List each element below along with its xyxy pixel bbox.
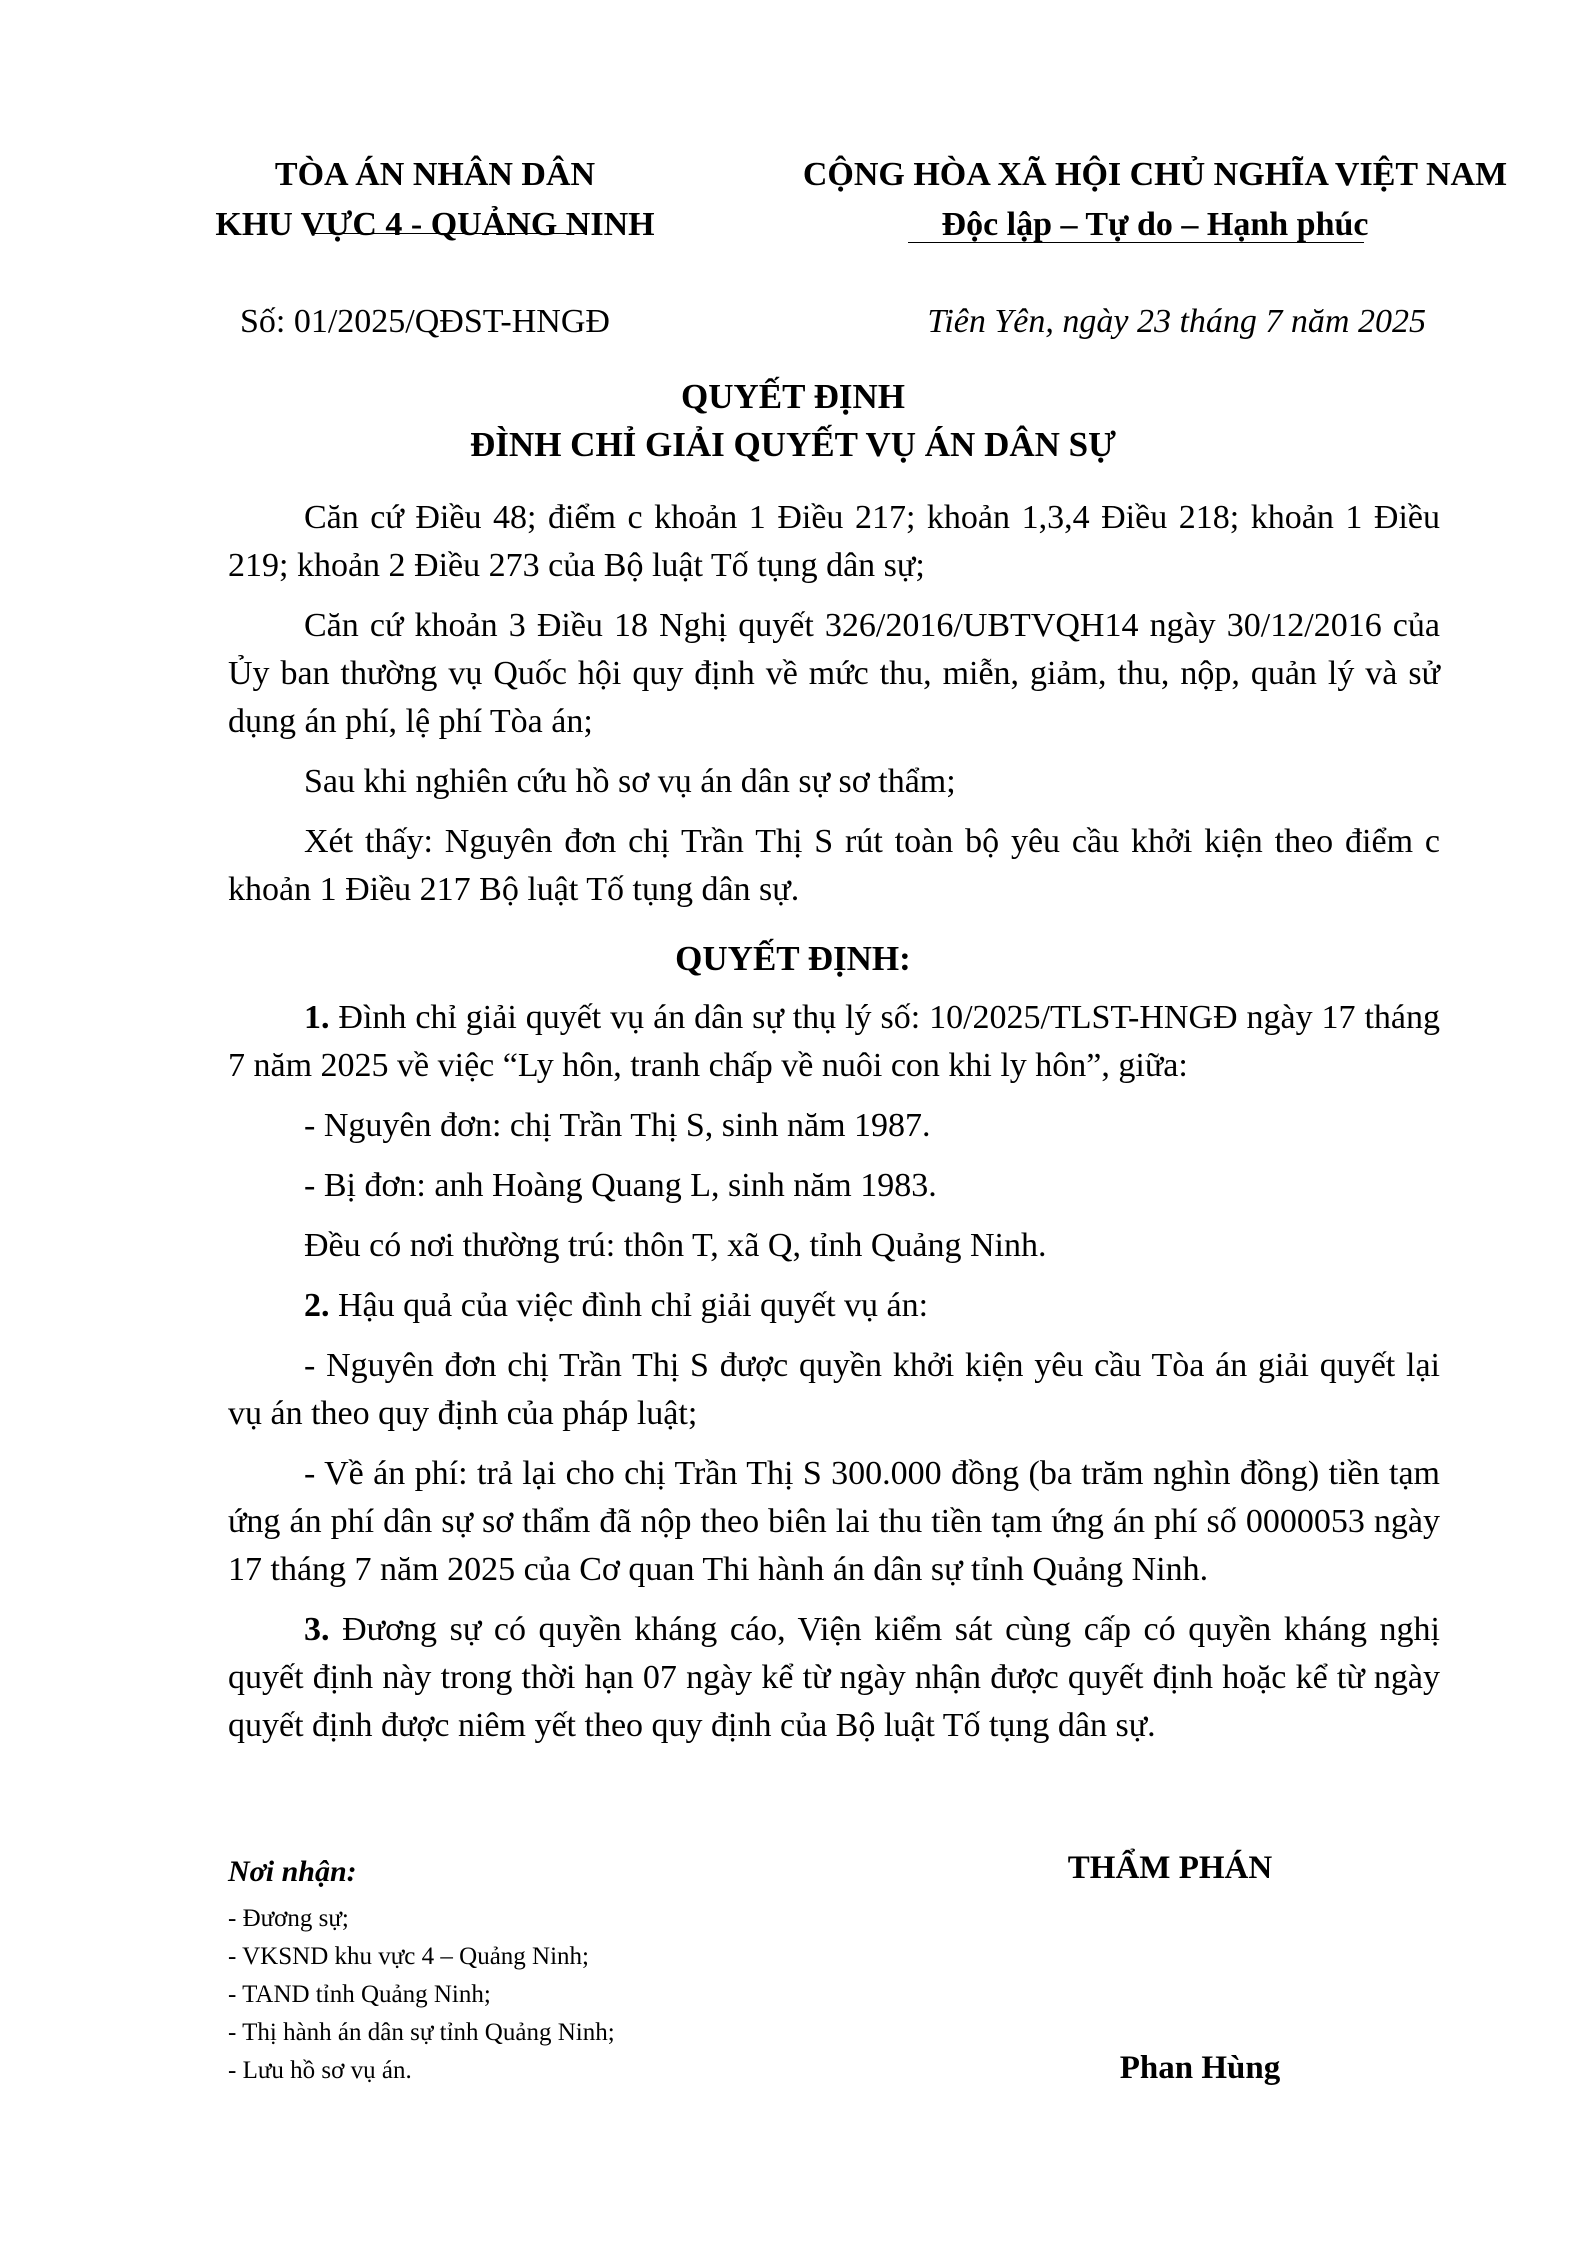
- item-3-number: 3.: [304, 1611, 330, 1648]
- item-1-text: Đình chỉ giải quyết vụ án dân sự thụ lý số: 10/2025/TLST-HNGĐ ngày 17 tháng 7 năm 2025 về việc “Ly hôn, tranh chấp về nuôi con khi ly hôn”, giữa:: [228, 999, 1440, 1084]
- plaintiff-line: - Nguyên đơn: chị Trần Thị S, sinh năm 1987.: [304, 1107, 931, 1144]
- item-2-text: Hậu quả của việc đình chỉ giải quyết vụ án:: [329, 1287, 929, 1324]
- residence-line: Đều có nơi thường trú: thôn T, xã Q, tỉnh Quảng Ninh.: [304, 1227, 1047, 1264]
- decision-item-1: [228, 994, 1440, 1090]
- recipient-item: - VKSND khu vực 4 – Quảng Ninh;: [228, 1943, 589, 1970]
- decision-item-2: [228, 1282, 1440, 1330]
- defendant-line: - Bị đơn: anh Hoàng Quang L, sinh năm 1983.: [304, 1167, 937, 1204]
- decision-heading: QUYẾT ĐỊNH:: [675, 939, 911, 978]
- decision-body: [228, 994, 1440, 1750]
- national-motto: Độc lập – Tự do – Hạnh phúc: [941, 206, 1369, 243]
- document-title: QUYẾT ĐỊNH: [681, 377, 905, 416]
- legal-basis-1: Căn cứ Điều 48; điểm c khoản 1 Điều 217; khoản 1,3,4 Điều 218; khoản 1 Điều 219; khoản 2 Điều 273 của Bộ luật Tố tụng dân sự;: [228, 499, 1440, 584]
- review-statement: Sau khi nghiên cứu hồ sơ vụ án dân sự sơ thẩm;: [304, 763, 956, 800]
- item-3-text: Đương sự có quyền kháng cáo, Viện kiểm sát cùng cấp có quyền kháng nghị quyết định này trong thời hạn 07 ngày kể từ ngày nhận được quyết định hoặc kể từ ngày quyết định được niêm yết theo quy định của Bộ luật Tố tụng dân sự.: [228, 1611, 1440, 1744]
- preamble: [228, 494, 1440, 914]
- recipients-list: [228, 1900, 615, 2090]
- court-header-underline: [311, 233, 586, 234]
- item-2-consequence-b: - Về án phí: trả lại cho chị Trần Thị S 300.000 đồng (ba trăm nghìn đồng) tiền tạm ứng án phí dân sự sơ thẩm đã nộp theo biên lai thu tiền tạm ứng án phí số 0000053 ngày 17 tháng 7 năm 2025 của Cơ quan Thi hành án dân sự tỉnh Quảng Ninh.: [228, 1455, 1440, 1588]
- signer-name: Phan Hùng: [1119, 2050, 1281, 2086]
- national-motto-underline: [908, 242, 1364, 243]
- decision-item-3: [228, 1606, 1440, 1750]
- court-region: KHU VỰC 4 - QUẢNG NINH: [215, 206, 655, 243]
- document-number: Số: 01/2025/QĐST-HNGĐ: [240, 303, 610, 340]
- court-header: [200, 150, 670, 250]
- recipient-item: - Lưu hồ sơ vụ án.: [228, 2057, 412, 2084]
- item-2-number: 2.: [304, 1287, 330, 1324]
- recipient-item: - Đương sự;: [228, 1905, 349, 1932]
- recipient-item: - Thị hành án dân sự tỉnh Quảng Ninh;: [228, 2019, 615, 2046]
- place-and-date: Tiên Yên, ngày 23 tháng 7 năm 2025: [927, 303, 1426, 340]
- legal-basis-2: Căn cứ khoản 3 Điều 18 Nghị quyết 326/2016/UBTVQH14 ngày 30/12/2016 của Ủy ban thường vụ Quốc hội quy định về mức thu, miễn, giảm, thu, nộp, quản lý và sử dụng án phí, lệ phí Tòa án;: [228, 607, 1440, 740]
- signature-title: THẨM PHÁN: [1067, 1850, 1273, 1886]
- findings: Xét thấy: Nguyên đơn chị Trần Thị S rút toàn bộ yêu cầu khởi kiện theo điểm c khoản 1 Điều 217 Bộ luật Tố tụng dân sự.: [228, 823, 1440, 908]
- recipient-item: - TAND tỉnh Quảng Ninh;: [228, 1981, 491, 2008]
- item-2-consequence-a: - Nguyên đơn chị Trần Thị S được quyền khởi kiện yêu cầu Tòa án giải quyết lại vụ án theo quy định của pháp luật;: [228, 1347, 1440, 1432]
- recipients-title: Nơi nhận:: [228, 1855, 357, 1888]
- court-name: TÒA ÁN NHÂN DÂN: [274, 156, 596, 193]
- item-1-number: 1.: [304, 999, 330, 1036]
- national-name: CỘNG HÒA XÃ HỘI CHỦ NGHĨA VIỆT NAM: [802, 156, 1508, 193]
- national-header: [770, 150, 1540, 250]
- document-subtitle: ĐÌNH CHỈ GIẢI QUYẾT VỤ ÁN DÂN SỰ: [470, 425, 1116, 464]
